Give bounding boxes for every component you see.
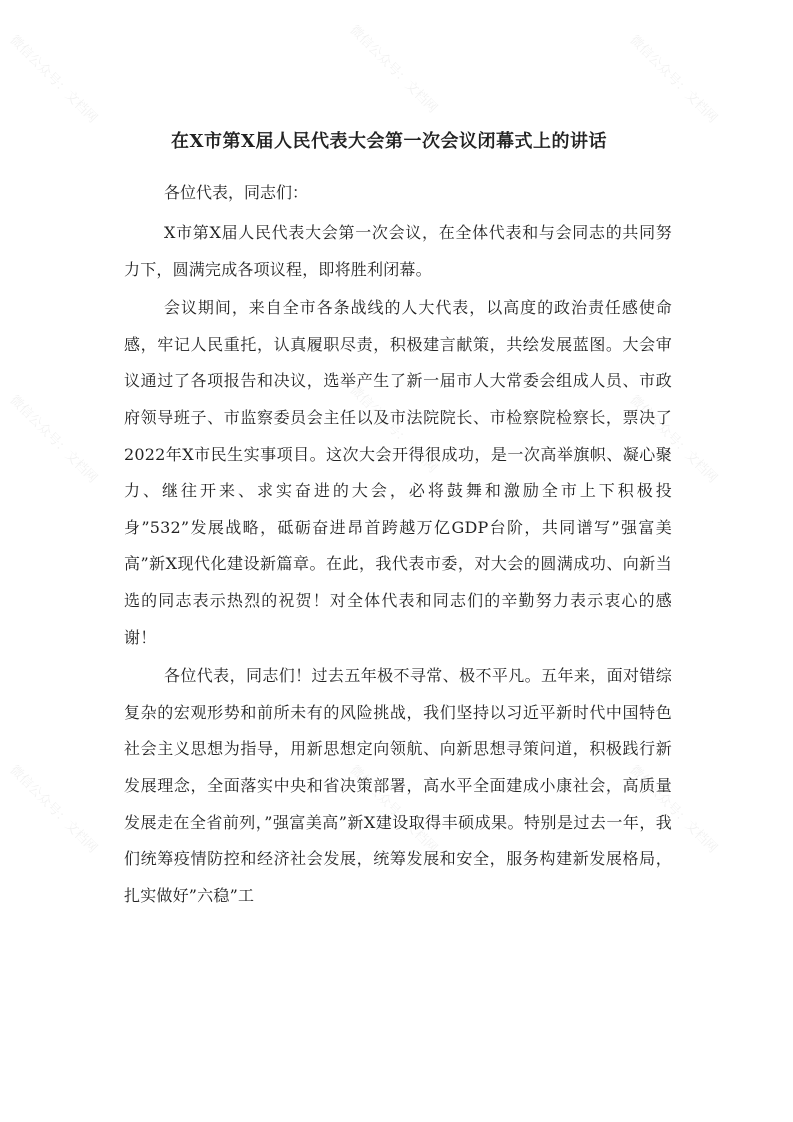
paragraph-1: X市第X届人民代表大会第一次会议，在全体代表和与会同志的共同努力下，圆满完成各项议程，即将胜利闭幕。: [124, 223, 672, 279]
watermark-text: 微信公众号：文档网: [626, 762, 720, 857]
paragraph-3: 各位代表，同志们！过去五年极不寻常、极不平凡。五年来，面对错综复杂的宏观形势和前所未有的风险挑战，我们坚持以习近平新时代中国特色社会主义思想为指导，用新思想定向领航、向新思想寻策问道，积极践行新发展理念，全面落实中央和省决策部署，高水平全面建成小康社会，高质量发展走在全省前列，”强富美高”新X建设取得丰硕成果。特别是过去一年，我们统筹疫情防控和经济社会发展，统筹发展和安全，服务构建新发展格局，扎实做好”六稳”工: [124, 666, 672, 905]
document-title: 在X市第X届人民代表大会第一次会议闭幕式上的讲话: [171, 131, 607, 152]
watermark-text: 微信公众号：文档网: [346, 762, 440, 857]
watermark-text: 微信公众号：文档网: [346, 22, 440, 117]
watermark-text: 微信公众号：文档网: [6, 392, 100, 487]
watermark-text: 微信公众号：文档网: [6, 32, 100, 127]
watermark-text: 微信公众号：文档网: [346, 382, 440, 477]
watermark-text: 微信公众号：文档网: [6, 762, 100, 857]
watermark-text: 微信公众号：文档网: [626, 392, 720, 487]
document-body: [124, 126, 672, 914]
watermark-text: 微信公众号：文档网: [626, 32, 720, 127]
greeting: 各位代表，同志们：: [164, 183, 309, 202]
paragraph-2: 会议期间，来自全市各条战线的人大代表，以高度的政治责任感使命感，牢记人民重托，认真履职尽责，积极建言献策，共绘发展蓝图。大会审议通过了各项报告和决议，选举产生了新一届市人大常委会组成人员、市政府领导班子、市监察委员会主任以及市法院院长、市检察院检察长，票决了2022年X市民生实事项目。这次大会开得很成功，是一次高举旗帜、凝心聚力、继往开来、求实奋进的大会，必将鼓舞和激励全市上下积极投身”532”发展战略，砥砺奋进昂首跨越万亿GDP台阶，共同谱写”强富美高”新X现代化建设新篇章。在此，我代表市委，对大会的圆满成功、向新当选的同志表示热烈的祝贺！对全体代表和同志们的辛勤努力表示衷心的感谢！: [124, 298, 672, 647]
